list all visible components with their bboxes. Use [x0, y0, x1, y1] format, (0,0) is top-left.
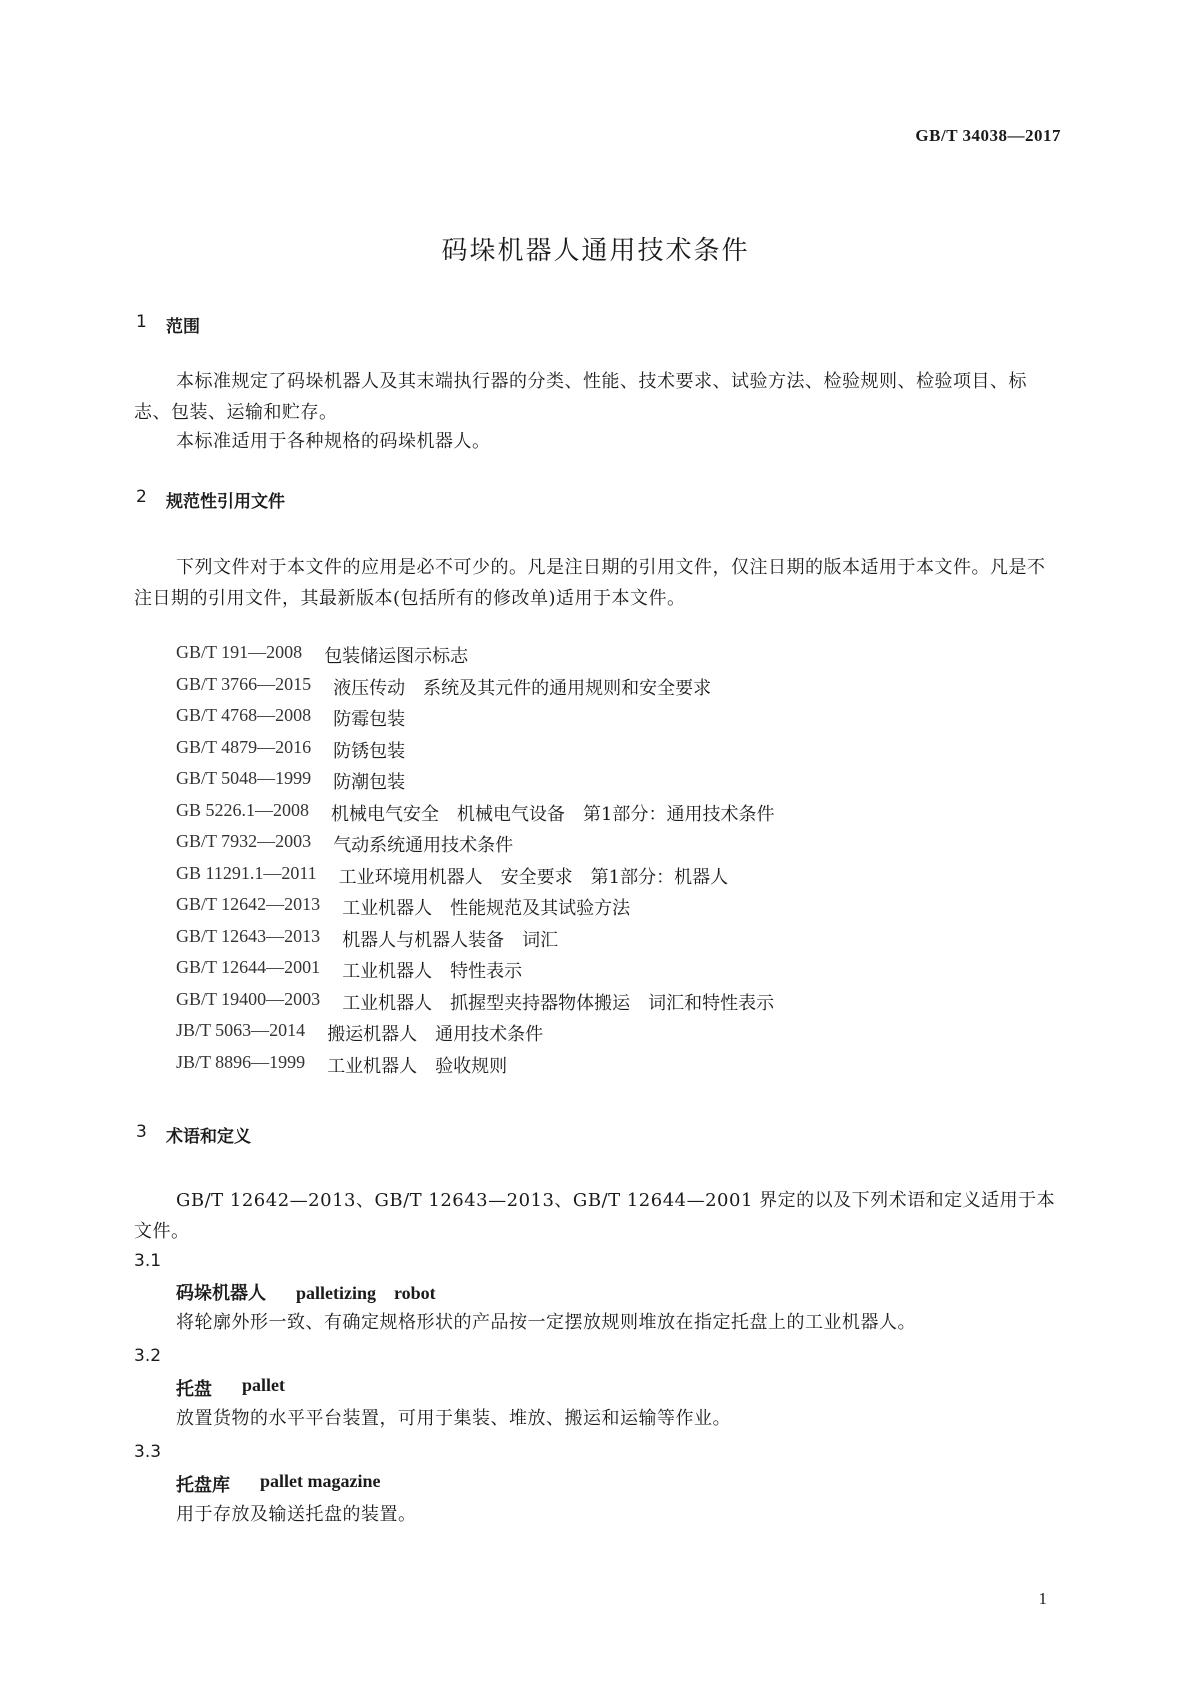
section-title: 术语和定义: [166, 1127, 251, 1147]
reference-code: GB/T 12643—2013: [176, 925, 321, 946]
reference-item: [176, 926, 774, 958]
term-name-en: palletizing robot: [296, 1283, 436, 1303]
section-number: 1: [136, 312, 147, 332]
reference-code: GB/T 12642—2013: [176, 894, 321, 914]
term-definition: 用于存放及输送托盘的装置。: [176, 1504, 417, 1525]
term-number: 3.3: [134, 1442, 162, 1462]
reference-item: [176, 674, 774, 706]
section-1-paragraph-1: 本标准规定了码垛机器人及其末端执行器的分类、性能、技术要求、试验方法、检验规则、检验项目、标志、包装、运输和贮存。: [134, 371, 1027, 423]
reference-code: GB/T 12644—2001: [176, 957, 321, 977]
reference-item: [176, 989, 774, 1021]
term-name-zh: 托盘: [176, 1379, 212, 1400]
reference-code: JB/T 5063—2014: [176, 1020, 306, 1040]
reference-item: [176, 894, 774, 926]
reference-code: GB/T 19400—2003: [176, 988, 321, 1009]
term-number: 3.2: [134, 1346, 162, 1366]
term-name-zh: 码垛机器人: [176, 1283, 266, 1304]
reference-title: 防潮包装: [333, 772, 406, 793]
reference-item: [176, 705, 774, 737]
reference-title: 防锈包装: [333, 740, 406, 762]
reference-item: [176, 863, 774, 895]
section-3-heading: [136, 1122, 251, 1147]
reference-title: 气动系统通用技术条件: [333, 835, 514, 856]
term-name-zh: 托盘库: [176, 1475, 230, 1496]
reference-title: 工业机器人 性能规范及其试验方法: [342, 898, 631, 919]
reference-item: [176, 957, 774, 989]
section-1-paragraph-2: 本标准适用于各种规格的码垛机器人。: [176, 431, 491, 452]
reference-code: GB/T 191—2008: [176, 642, 303, 662]
reference-code: GB/T 3766—2015: [176, 673, 312, 694]
reference-code: GB/T 7932—2003: [176, 831, 312, 851]
doc-header-code: GB/T 34038—2017: [915, 126, 1061, 145]
section-title: 范围: [166, 317, 200, 337]
reference-title: 机器人与机器人装备 词汇: [342, 929, 559, 951]
term-definition: 将轮廓外形一致、有确定规格形状的产品按一定摆放规则堆放在指定托盘上的工业机器人。: [176, 1312, 916, 1333]
reference-code: GB/T 4879—2016: [176, 736, 312, 757]
term-name: [176, 1279, 436, 1305]
term-name: [176, 1375, 285, 1401]
reference-code: GB/T 4768—2008: [176, 705, 312, 725]
reference-title: 液压传动 系统及其元件的通用规则和安全要求: [333, 677, 712, 699]
reference-code: GB 11291.1—2011: [176, 862, 317, 883]
section-title: 规范性引用文件: [166, 492, 285, 512]
reference-title: 工业环境用机器人 安全要求 第1部分：机器人: [338, 866, 729, 888]
page-number: 1: [1038, 1589, 1047, 1608]
reference-item: [176, 831, 774, 863]
reference-item: [176, 800, 774, 832]
section-number: 2: [136, 487, 147, 507]
section-2-paragraph-1: 下列文件对于本文件的应用是必不可少的。凡是注日期的引用文件，仅注日期的版本适用于本文件。凡是不注日期的引用文件，其最新版本(包括所有的修改单)适用于本文件。: [134, 557, 1046, 609]
reference-code: GB/T 5048—1999: [176, 768, 312, 788]
reference-title: 防霉包装: [333, 709, 406, 730]
reference-code: GB 5226.1—2008: [176, 799, 310, 820]
term-name-en: pallet: [242, 1375, 285, 1395]
section-3-paragraph-1: GB/T 12642—2013、GB/T 12643—2013、GB/T 12644—2001 界定的以及下列术语和定义适用于本文件。: [134, 1190, 1056, 1242]
reference-title: 工业机器人 验收规则: [327, 1055, 508, 1077]
reference-item: [176, 737, 774, 769]
normative-reference-list: [176, 642, 774, 1083]
reference-title: 工业机器人 抓握型夹持器物体搬运 词汇和特性表示: [342, 992, 775, 1014]
section-number: 3: [136, 1122, 147, 1142]
section-2-heading: [136, 487, 285, 512]
section-1-heading: [136, 312, 200, 337]
reference-title: 机械电气安全 机械电气设备 第1部分：通用技术条件: [331, 803, 775, 825]
reference-item: [176, 1020, 774, 1052]
reference-item: [176, 642, 774, 674]
reference-code: JB/T 8896—1999: [176, 1051, 306, 1072]
reference-title: 搬运机器人 通用技术条件: [327, 1024, 544, 1045]
term-name: [176, 1471, 380, 1497]
term-number: 3.1: [134, 1251, 162, 1271]
reference-item: [176, 1052, 774, 1084]
term-name-en: pallet magazine: [260, 1471, 381, 1491]
reference-title: 包装储运图示标志: [324, 646, 469, 667]
term-definition: 放置货物的水平平台装置，可用于集装、堆放、搬运和运输等作业。: [176, 1408, 731, 1429]
reference-title: 工业机器人 特性表示: [342, 961, 523, 982]
reference-item: [176, 768, 774, 800]
document-title: 码垛机器人通用技术条件: [441, 236, 750, 266]
